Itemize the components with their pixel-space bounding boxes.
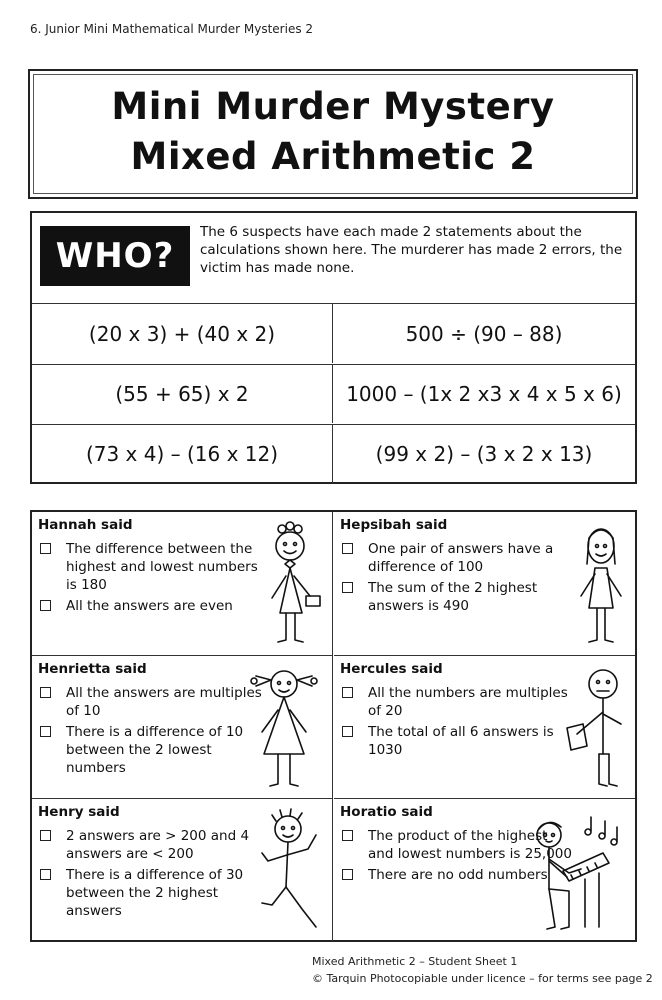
statement-item bbox=[340, 540, 572, 576]
statement-checkbox[interactable] bbox=[342, 543, 353, 554]
title-line-1: Mini Murder Mystery bbox=[111, 85, 555, 128]
calculation-cell: 500 ÷ (90 – 88) bbox=[405, 321, 563, 346]
statement-text: All the numbers are multiples of 20 bbox=[368, 685, 568, 719]
suspect-name: Horatio said bbox=[340, 804, 433, 820]
statement-checkbox[interactable] bbox=[40, 726, 51, 737]
statement-list bbox=[340, 684, 572, 762]
suspect-card-henry bbox=[32, 798, 333, 941]
girl-long-hair-icon bbox=[573, 518, 629, 648]
statement-item bbox=[38, 827, 270, 863]
calculations-grid bbox=[32, 303, 635, 482]
statement-text: There is a difference of 30 between the 2 highest answers bbox=[66, 867, 244, 919]
suspect-card-hannah bbox=[32, 512, 333, 655]
statement-text: The sum of the 2 highest answers is 490 bbox=[368, 580, 538, 614]
statement-checkbox[interactable] bbox=[342, 830, 353, 841]
girl-with-bow-and-handbag-icon bbox=[262, 518, 326, 648]
statement-text: The difference between the highest and lowest numbers is 180 bbox=[66, 541, 258, 593]
statement-list bbox=[38, 684, 270, 780]
statement-list bbox=[38, 827, 270, 923]
calculation-cell: 1000 – (1x 2 x3 x 4 x 5 x 6) bbox=[333, 364, 635, 423]
suspect-card-hercules bbox=[334, 655, 635, 798]
statement-item bbox=[38, 866, 270, 920]
footer-copyright: © Tarquin Photocopiable under licence – for terms see page 2 bbox=[312, 972, 653, 985]
statement-item bbox=[340, 684, 572, 720]
who-section bbox=[30, 211, 637, 484]
suspects-grid bbox=[30, 510, 637, 942]
statement-text: The total of all 6 answers is 1030 bbox=[368, 724, 554, 758]
statement-text: One pair of answers have a difference of 100 bbox=[368, 541, 554, 575]
statement-text: All the answers are multiples of 10 bbox=[66, 685, 262, 719]
suspect-name: Hercules said bbox=[340, 661, 443, 677]
statement-text: There are no odd numbers bbox=[368, 867, 548, 883]
who-badge: WHO? bbox=[40, 226, 190, 286]
suspect-card-horatio bbox=[334, 798, 635, 941]
statement-checkbox[interactable] bbox=[40, 543, 51, 554]
running-header: 6. Junior Mini Mathematical Murder Mysteries 2 bbox=[30, 22, 314, 36]
suspect-name: Henrietta said bbox=[38, 661, 147, 677]
statement-item bbox=[38, 684, 270, 720]
title-box bbox=[28, 69, 638, 199]
statement-checkbox[interactable] bbox=[342, 869, 353, 880]
calculation-cell: (99 x 2) – (3 x 2 x 13) bbox=[333, 424, 635, 483]
running-boy-icon bbox=[254, 805, 326, 935]
statement-item bbox=[340, 579, 572, 615]
statement-checkbox[interactable] bbox=[342, 687, 353, 698]
footer-sheet-label: Mixed Arithmetic 2 – Student Sheet 1 bbox=[312, 955, 518, 968]
statement-checkbox[interactable] bbox=[40, 600, 51, 611]
statement-text: 2 answers are > 200 and 4 answers are < 200 bbox=[66, 828, 250, 862]
statement-text: All the answers are even bbox=[66, 598, 233, 614]
suspect-card-henrietta bbox=[32, 655, 333, 798]
man-with-book-icon bbox=[557, 662, 629, 792]
statement-checkbox[interactable] bbox=[342, 726, 353, 737]
statement-list bbox=[38, 540, 270, 618]
statement-checkbox[interactable] bbox=[40, 687, 51, 698]
statement-item bbox=[38, 540, 270, 594]
statement-checkbox[interactable] bbox=[342, 582, 353, 593]
calculation-cell: (20 x 3) + (40 x 2) bbox=[32, 304, 333, 363]
statement-item bbox=[38, 723, 270, 777]
suspect-card-hepsibah bbox=[334, 512, 635, 655]
who-instructions: The 6 suspects have each made 2 statements about the calculations shown here. The murderer has made 2 errors, the victim has made none. bbox=[200, 224, 623, 276]
suspect-name: Hannah said bbox=[38, 517, 133, 533]
calculation-cell: (73 x 4) – (16 x 12) bbox=[32, 424, 333, 483]
suspect-name: Hepsibah said bbox=[340, 517, 448, 533]
statement-list bbox=[340, 540, 572, 618]
statement-text: There is a difference of 10 between the 2 lowest numbers bbox=[66, 724, 244, 776]
statement-item bbox=[340, 723, 572, 759]
statement-text: The product of the highest and lowest numbers is 25,000 bbox=[368, 828, 572, 862]
statement-checkbox[interactable] bbox=[40, 830, 51, 841]
suspect-name: Henry said bbox=[38, 804, 120, 820]
boy-playing-keyboard-icon bbox=[519, 805, 629, 935]
statement-item bbox=[38, 597, 270, 615]
title-line-2: Mixed Arithmetic 2 bbox=[130, 135, 536, 178]
calculation-cell: (55 + 65) x 2 bbox=[32, 364, 333, 423]
girl-pigtails-dress-icon bbox=[242, 662, 326, 792]
statement-checkbox[interactable] bbox=[40, 869, 51, 880]
